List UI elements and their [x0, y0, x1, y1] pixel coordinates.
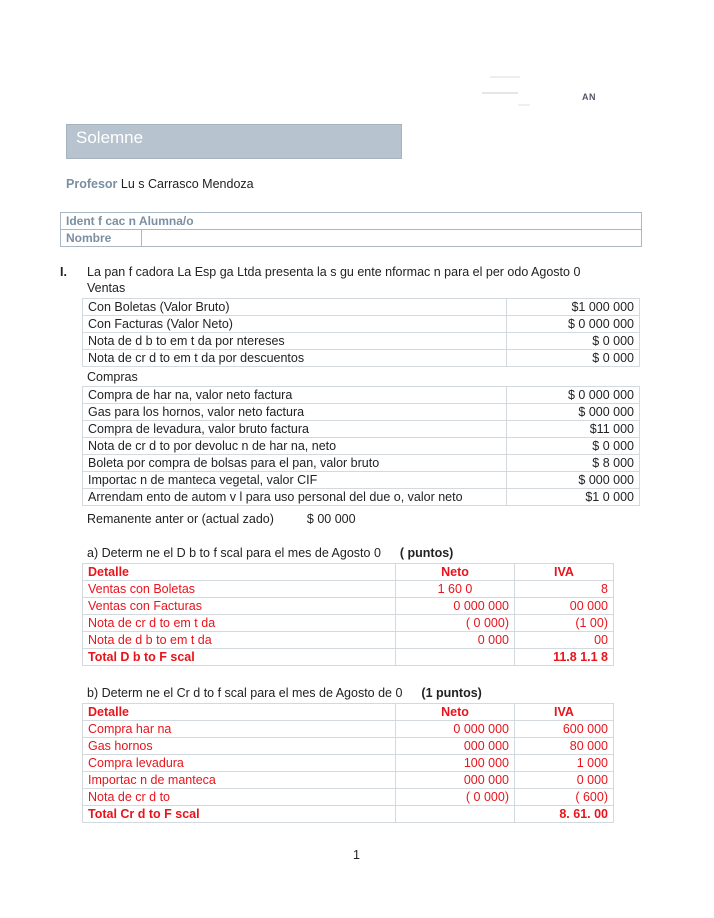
- item-value: $ 0 000: [507, 438, 640, 455]
- row-neto: 0 000: [396, 632, 515, 649]
- header-iva: IVA: [515, 704, 614, 721]
- item-value: $1 000 000: [507, 299, 640, 316]
- table-row: [83, 789, 614, 806]
- table-row: [83, 350, 640, 367]
- credito-fiscal-table: [82, 703, 614, 823]
- section-number: I.: [60, 265, 67, 279]
- item-value: $1 0 000: [507, 489, 640, 506]
- profesor-label: Profesor: [66, 177, 118, 191]
- question-a-points: ( puntos): [399, 546, 454, 560]
- question-b: [87, 686, 482, 700]
- question-b-points: (1 puntos): [421, 686, 482, 700]
- row-neto: 000 000: [396, 738, 515, 755]
- ventas-label: Ventas: [87, 281, 126, 295]
- item-label: Gas para los hornos, valor neto factura: [83, 404, 507, 421]
- compras-label: Compras: [87, 370, 138, 384]
- remanente-value: $ 00 000: [306, 512, 356, 526]
- row-detalle: Importac n de manteca: [83, 772, 396, 789]
- table-row: [83, 489, 640, 506]
- profesor-line: [66, 177, 254, 191]
- header-detalle: Detalle: [83, 704, 396, 721]
- table-header-row: [83, 564, 614, 581]
- total-detalle: Total D b to F scal: [83, 649, 396, 666]
- identification-header: Ident f cac n Alumna/o: [61, 213, 642, 230]
- row-detalle: Nota de cr d to: [83, 789, 396, 806]
- table-row: [83, 387, 640, 404]
- row-neto: 000 000: [396, 772, 515, 789]
- remanente-label: Remanente anter or (actual zado): [87, 512, 274, 526]
- total-detalle: Total Cr d to F scal: [83, 806, 396, 823]
- table-row: [83, 615, 614, 632]
- document-title-bar: [66, 124, 402, 159]
- table-row: [83, 438, 640, 455]
- row-neto: 0 000 000: [396, 721, 515, 738]
- row-neto: ( 0 000): [396, 615, 515, 632]
- total-neto: [396, 649, 515, 666]
- table-row: [83, 472, 640, 489]
- identification-table: [60, 212, 642, 247]
- row-iva: 00 000: [515, 598, 614, 615]
- row-iva: (1 00): [515, 615, 614, 632]
- question-a: [87, 546, 453, 560]
- section-intro: La pan f cadora La Esp ga Ltda presenta la s gu ente nformac n para el per odo Agosto 0: [87, 265, 581, 279]
- row-neto: ( 0 000): [396, 789, 515, 806]
- table-row: [83, 632, 614, 649]
- item-label: Importac n de manteca vegetal, valor CIF: [83, 472, 507, 489]
- row-detalle: Nota de d b to em t da: [83, 632, 396, 649]
- item-label: Compra de har na, valor neto factura: [83, 387, 507, 404]
- row-detalle: Ventas con Boletas: [83, 581, 396, 598]
- table-row: [83, 755, 614, 772]
- item-value: $ 8 000: [507, 455, 640, 472]
- question-a-text: a) Determ ne el D b to f scal para el mes de Agosto 0: [87, 546, 381, 560]
- total-neto: [396, 806, 515, 823]
- item-label: Boleta por compra de bolsas para el pan, valor bruto: [83, 455, 507, 472]
- table-row: [83, 721, 614, 738]
- page-number: 1: [353, 848, 360, 862]
- row-iva: 8: [515, 581, 614, 598]
- row-iva: 80 000: [515, 738, 614, 755]
- table-total-row: [83, 649, 614, 666]
- table-row: [83, 598, 614, 615]
- table-row: [83, 316, 640, 333]
- header-neto: Neto: [396, 564, 515, 581]
- nombre-field[interactable]: [142, 230, 642, 247]
- row-iva: 00: [515, 632, 614, 649]
- question-b-text: b) Determ ne el Cr d to f scal para el mes de Agosto de 0: [87, 686, 403, 700]
- row-iva: 600 000: [515, 721, 614, 738]
- table-row: [83, 772, 614, 789]
- logo-text: AN: [582, 92, 596, 102]
- total-iva: 8. 61. 00: [515, 806, 614, 823]
- item-value: $ 000 000: [507, 404, 640, 421]
- table-row: [83, 581, 614, 598]
- debito-fiscal-table: [82, 563, 614, 666]
- item-value: $ 0 000 000: [507, 387, 640, 404]
- table-row: [83, 455, 640, 472]
- table-row: [83, 333, 640, 350]
- header-iva: IVA: [515, 564, 614, 581]
- item-value: $11 000: [507, 421, 640, 438]
- row-detalle: Gas hornos: [83, 738, 396, 755]
- table-row: [83, 421, 640, 438]
- row-neto: 0 000 000: [396, 598, 515, 615]
- row-detalle: Ventas con Facturas: [83, 598, 396, 615]
- item-label: Con Boletas (Valor Bruto): [83, 299, 507, 316]
- row-iva: 1 000: [515, 755, 614, 772]
- item-label: Arrendam ento de autom v l para uso personal del due o, valor neto: [83, 489, 507, 506]
- row-detalle: Compra levadura: [83, 755, 396, 772]
- row-detalle: Compra har na: [83, 721, 396, 738]
- remanente-line: [87, 512, 356, 526]
- table-row: [83, 738, 614, 755]
- nombre-label: Nombre: [61, 230, 142, 247]
- row-iva: 0 000: [515, 772, 614, 789]
- ventas-table: [82, 298, 640, 367]
- table-row: [83, 299, 640, 316]
- item-label: Con Facturas (Valor Neto): [83, 316, 507, 333]
- row-neto: 1 60 0: [396, 581, 515, 598]
- header-neto: Neto: [396, 704, 515, 721]
- item-label: Nota de d b to em t da por ntereses: [83, 333, 507, 350]
- table-total-row: [83, 806, 614, 823]
- compras-table: [82, 386, 640, 506]
- item-label: Compra de levadura, valor bruto factura: [83, 421, 507, 438]
- item-value: $ 000 000: [507, 472, 640, 489]
- table-header-row: [83, 704, 614, 721]
- row-iva: ( 600): [515, 789, 614, 806]
- item-value: $ 0 000: [507, 350, 640, 367]
- item-label: Nota de cr d to em t da por descuentos: [83, 350, 507, 367]
- row-detalle: Nota de cr d to em t da: [83, 615, 396, 632]
- item-value: $ 0 000: [507, 333, 640, 350]
- row-neto: 100 000: [396, 755, 515, 772]
- profesor-name: Lu s Carrasco Mendoza: [120, 177, 254, 191]
- total-iva: 11.8 1.1 8: [515, 649, 614, 666]
- item-value: $ 0 000 000: [507, 316, 640, 333]
- school-logo: [478, 70, 598, 110]
- item-label: Nota de cr d to por devoluc n de har na, neto: [83, 438, 507, 455]
- document-title: Solemne: [76, 128, 144, 147]
- table-row: [83, 404, 640, 421]
- header-detalle: Detalle: [83, 564, 396, 581]
